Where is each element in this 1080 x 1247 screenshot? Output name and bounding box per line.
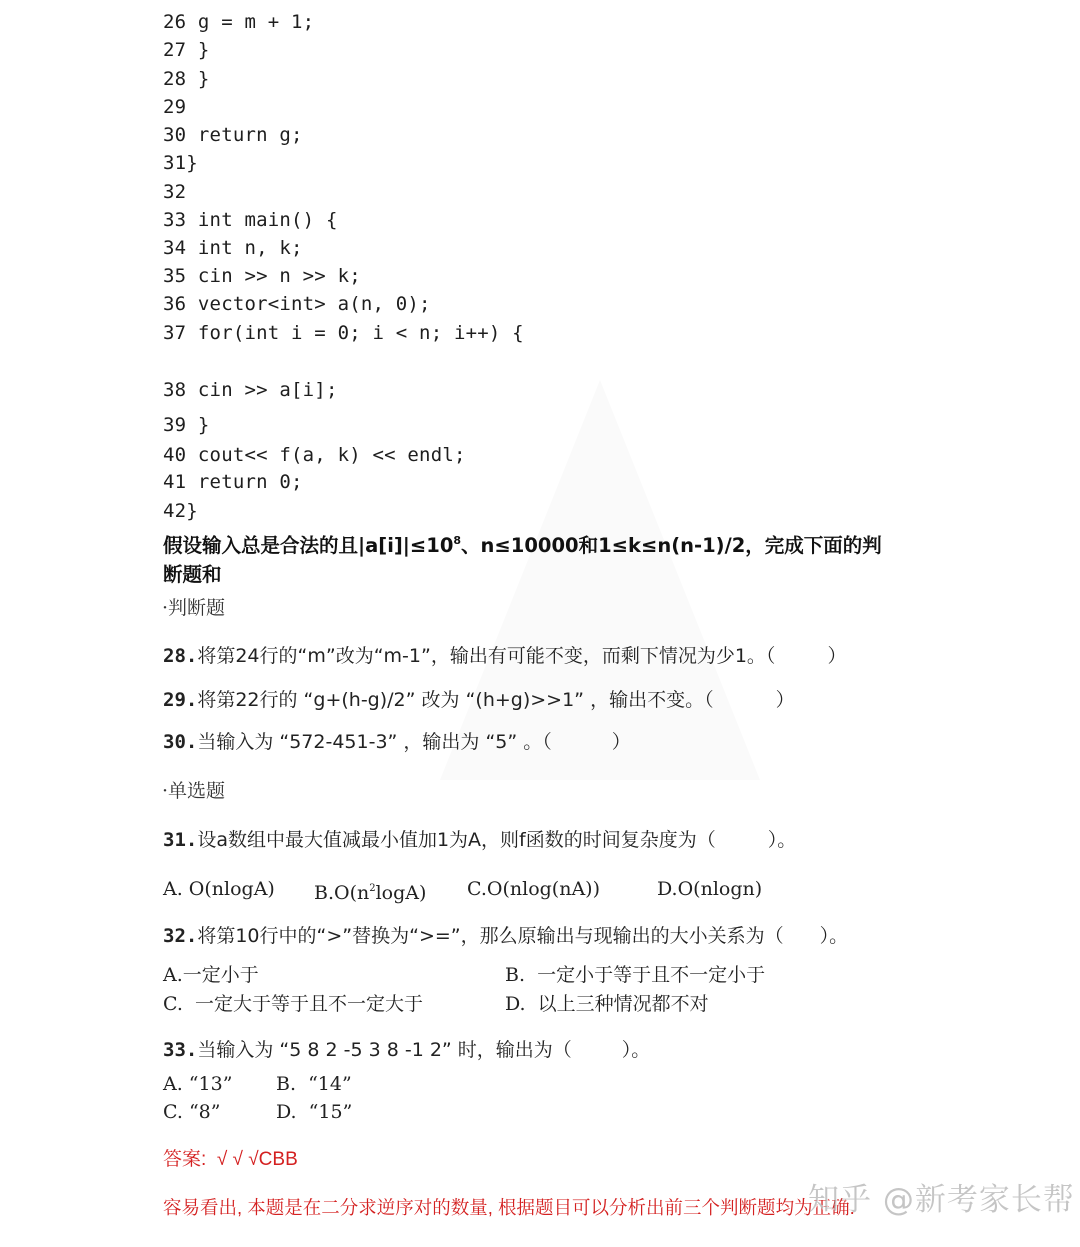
section-single-choice-heading: ·单选题	[162, 780, 226, 802]
zhihu-watermark: 知乎 @新考家长帮	[808, 1182, 1075, 1218]
q32-option-d: D. 以上三种情况都不对	[505, 993, 709, 1015]
question-33: 33.当输入为 “5 8 2 -5 3 8 -1 2” 时，输出为（ ）。	[163, 1039, 651, 1061]
q33-option-a: A. “13”	[163, 1073, 233, 1095]
question-31: 31.设a数组中最大值减最小值加1为A，则f函数的时间复杂度为（ ）。	[163, 829, 797, 851]
code-line-40: 40 cout<< f(a, k) << endl;	[163, 444, 466, 466]
code-line-28: 28 }	[163, 68, 210, 90]
code-line-32: 32	[163, 181, 187, 203]
answer-label: 答案: √ √ √CBB	[163, 1149, 298, 1170]
code-line-39: 39 }	[163, 414, 210, 436]
q32-option-c: C. 一定大于等于且不一定大于	[163, 993, 423, 1015]
code-line-36: 36 vector<int> a(n, 0);	[163, 293, 431, 315]
q31-option-b: $B.O(n^2\log A)$	[314, 882, 427, 904]
code-line-33: 33 int main() {	[163, 209, 338, 231]
code-line-31: 31}	[163, 152, 198, 174]
q33-option-c: C. “8”	[163, 1101, 221, 1123]
code-line-38: 38 cin >> a[i];	[163, 379, 338, 401]
q31-option-c: C.O(nlog(nA))	[467, 878, 600, 900]
code-line-29: 29	[163, 96, 187, 118]
q31-option-a: A. O(nlogA)	[163, 878, 275, 900]
question-32: 32.将第10行中的“>”替换为“>=”，那么原输出与现输出的大小关系为（ ）。	[163, 925, 849, 947]
q33-option-d: D. “15”	[276, 1101, 353, 1123]
code-line-27: 27 }	[163, 39, 210, 61]
q32-option-a: A.一定小于	[163, 964, 259, 986]
assumption-paragraph: 假设输入总是合法的且$|a[i]|\le 10^8$、n≤10000和1≤k≤n(n-1)/2，完成下面的判 断题和	[163, 534, 882, 586]
answer-explanation: 容易看出, 本题是在二分求逆序对的数量, 根据题目可以分析出前三个判断题均为正确.	[163, 1197, 855, 1218]
q31-option-d: D.O(nlogn)	[657, 878, 763, 900]
q33-option-b: B. “14”	[276, 1073, 352, 1095]
code-line-30: 30 return g;	[163, 124, 303, 146]
code-line-42: 42}	[163, 500, 198, 522]
section-true-false-heading: ·判断题	[162, 597, 226, 619]
code-line-34: 34 int n, k;	[163, 237, 303, 259]
question-29: 29.将第22行的 “g+(h-g)/2” 改为 “(h+g)>>1” ，输出不变。（ ）	[163, 689, 795, 711]
code-line-41: 41 return 0;	[163, 471, 303, 493]
code-line-35: 35 cin >> n >> k;	[163, 265, 361, 287]
code-line-37: 37 for(int i = 0; i < n; i++) {	[163, 322, 524, 344]
code-line-26: 26 g = m + 1;	[163, 11, 315, 33]
question-28: 28.将第24行的“m”改为“m-1”，输出有可能不变，而剩下情况为少1。（ ）	[163, 645, 847, 667]
question-30: 30.当输入为 “572-451-3” ，输出为 “5” 。（ ）	[163, 731, 631, 753]
q32-option-b: B. 一定小于等于且不一定小于	[505, 964, 766, 986]
